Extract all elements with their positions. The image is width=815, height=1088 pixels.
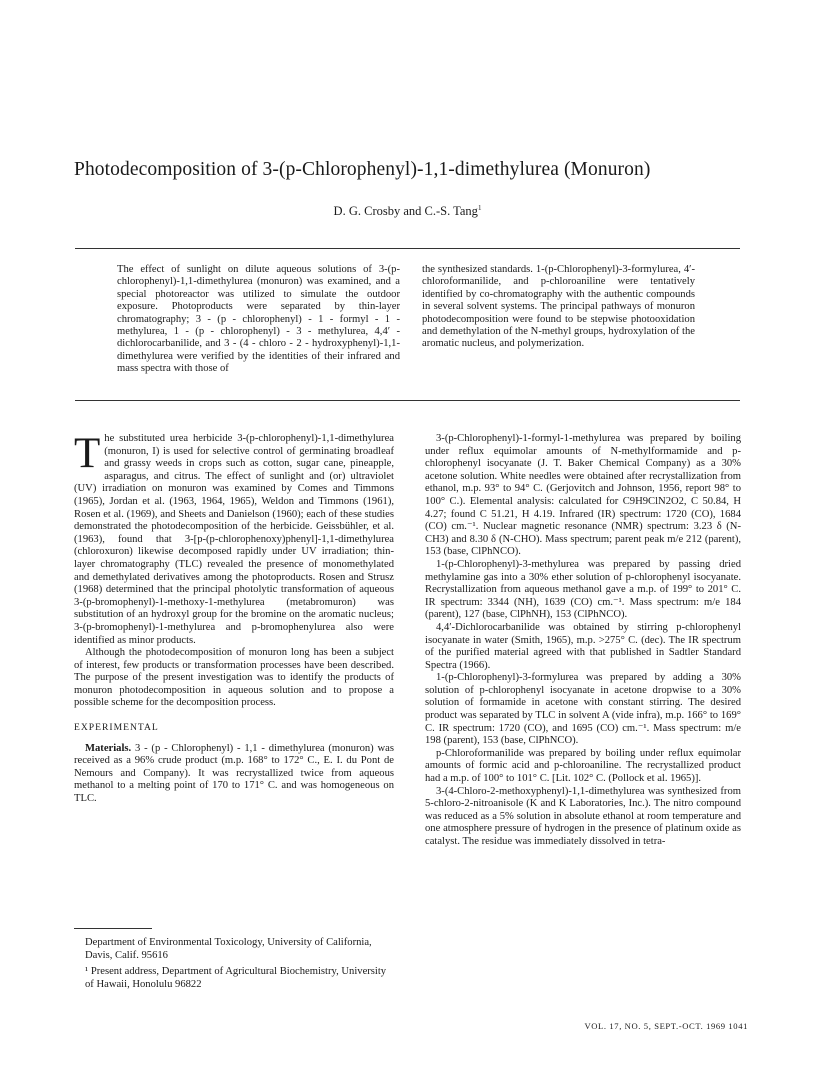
abstract-right: the synthesized standards. 1-(p-Chlorophenyl)-3-formylurea, 4′-chloroformanilide, and p-chloroaniline were tentatively identified by co-chromatography with the authentic compounds in several solvent systems. The principal pathways of monuron photodecomposition were found to be stepwise photooxidation and demethylation of the N-methyl groups, hydroxylation of the aromatic nucleus, and polymerization.	[422, 264, 695, 350]
author-line	[0, 204, 815, 219]
abstract-left: The effect of sunlight on dilute aqueous solutions of 3-(p-chlorophenyl)-1,1-dimethylurea (monuron) was examined, and a special photoreactor was utilized to simulate the outdoor exposure. Photoproducts were separated by thin-layer chromatography; 3 - (p - chlorophenyl) - 1 - formyl - 1 - methylurea, 1 - (p - chlorophenyl) - 3 - methylurea, 4,4′ - dichlorocarbanilide, and 3 - (4 - chloro - 2 - hydroxyphenyl)-1,1-dimethylurea were verified by the identities of their infrared and mass spectra with those of	[117, 264, 400, 375]
authors: D. G. Crosby and C.-S. Tang	[333, 204, 478, 219]
footnote-divider	[74, 928, 152, 929]
materials-label: Materials.	[85, 742, 132, 754]
footnotes	[85, 937, 397, 995]
abstract-divider	[75, 400, 740, 401]
intro-text: he substituted urea herbicide 3-(p-chlorophenyl)-1,1-dimethylurea (monuron, I) is used for selective control of germinating broadleaf and grassy weeds in crops such as cotton, sugar cane, pineapple, asparagus, and citrus. The effect of sunlight and (or) ultraviolet (UV) irradiation on monuron was examined by Comes and Timmons (1965), Jordan et al. (1963, 1964, 1965), Weldon and Timmons (1961), Rosen et al. (1969), and Sheets and Danielson (1960); each of these studies demonstrated the photodecomposition of the herbicide. Geissbühler, et al. (1963), found that 3-[p-(p-chlorophenoxy)phenyl]-1,1-dimethylurea (chloroxuron) likewise decomposed rapidly under UV irradiation; thin-layer chromatography (TLC) revealed the presence of monomethylated and demethylated derivatives among the photoproducts. Rosen and Strusz (1968) determined that the principal photolytic transformation of aqueous 3-(p-bromophenyl)-1-methoxy-1-methylurea (metabromuron) was substitution of an hydroxyl group for the bromine on the aromatic nucleus; 3-(p-bromophenyl)-1-methylurea and p-bromophenylurea also were identified as minor products.	[74, 433, 394, 646]
body-column-left	[74, 430, 394, 806]
chloroformanilide-paragraph: p-Chloroformanilide was prepared by boiling under reflux equimolar amounts of formic acid and p-chloroaniline. The recrystallized product had a m.p. of 100° to 101° C. [Lit. 102° C. (Pollock et al. 1965)].	[425, 747, 741, 785]
purpose-paragraph: Although the photodecomposition of monuron long has been a subject of interest, few products or transformation processes have been described. The purpose of the present investigation was to identify the products of monuron photodecomposition in aqueous solution and to propose a possible scheme for the decomposition process.	[74, 647, 394, 709]
paper-title: Photodecomposition of 3-(p-Chlorophenyl)-1,1-dimethylurea (Monuron)	[74, 159, 651, 180]
methylurea-paragraph: 1-(p-Chlorophenyl)-3-methylurea was prepared by passing dried methylamine gas into a 30% ether solution of p-chlorophenyl isocyanate. Recrystallization from aqueous methanol gave a m.p. of 199° to 201° C. IR spectrum: 3344 (NH), 1639 (CO) cm.⁻¹. Mass spectrum: m/e 184 (parent), 127 (base, ClPhNH), 153 (ClPhNCO).	[425, 558, 741, 621]
drop-cap: T	[74, 430, 101, 477]
formyl-methylurea-paragraph: 3-(p-Chlorophenyl)-1-formyl-1-methylurea was prepared by boiling under reflux equimolar amounts of N-methylformamide and p-chlorophenyl isocyanate (J. T. Baker Chemical Company) as a 30% acetone solution. White needles were obtained after recrystallization from ethanol, m.p. 93° to 94° C. (Gerjovitch and Johnson, 1956, report 98° to 100° C.). Elemental analysis: calculated for C9H9ClN2O2, C 50.84, H 4.27; found C 51.21, H 4.19. Infrared (IR) spectrum: 1720 (CO), 1684 (CO) cm.⁻¹. Nuclear magnetic resonance (NMR) spectrum: 3.23 δ (N-CH3) and 8.30 δ (N-CHO). Mass spectrum; parent peak m/e 212 (parent), 153 (base, ClPhNCO).	[425, 433, 741, 558]
top-divider	[75, 248, 740, 249]
dichlorocarbanilide-paragraph: 4,4′-Dichlorocarbanilide was obtained by stirring p-chlorophenyl isocyanate in water (Smith, 1965), m.p. >275° C. (dec). The IR spectrum of the purified material agreed with that published in Sadtler Standard Spectra (1966).	[425, 621, 741, 671]
materials-paragraph	[74, 743, 394, 806]
body-column-right	[425, 433, 741, 849]
intro-paragraph	[74, 430, 394, 647]
author-footnote-mark: 1	[477, 204, 482, 212]
section-heading-experimental: EXPERIMENTAL	[74, 722, 159, 734]
formylurea-paragraph: 1-(p-Chlorophenyl)-3-formylurea was prepared by adding a 30% solution of p-chlorophenyl isocyanate in acetone dropwise to a 30% solution of formamide in acetone with constant stirring. The desired product was separated by TLC in solvent A (vide infra), m.p. 166° to 169° C. IR spectrum: 1720 (CO), and 1695 (CO) cm.⁻¹. Mass spectrum: m/e 198 (parent), 153 (base, ClPhNCO).	[425, 672, 741, 747]
present-address-footnote: ¹ Present address, Department of Agricultural Biochemistry, University of Hawaii, Honolulu 96822	[85, 966, 387, 990]
materials-text: 3 - (p - Chlorophenyl) - 1,1 - dimethylurea (monuron) was received as a 96% crude product (m.p. 168° to 172° C., E. I. du Pont de Nemours and Company). It was recrystallized twice from aqueous methanol to a melting point of 170 to 171° C. and was homogeneous on TLC.	[74, 742, 394, 805]
affiliation-footnote: Department of Environmental Toxicology, University of California, Davis, Calif. 95616	[85, 937, 372, 961]
methoxyphenyl-paragraph: 3-(4-Chloro-2-methoxyphenyl)-1,1-dimethylurea was synthesized from 5-chloro-2-nitroanisole (K and K Laboratories, Inc.). The nitro compound was reduced as a 5% solution in absolute ethanol at room temperature and one atmosphere pressure of hydrogen in the presence of platinum oxide as catalyst. The residue was immediately dissolved in tetra-	[425, 785, 741, 847]
page-footer: VOL. 17, NO. 5, SEPT.-OCT. 1969 1041	[584, 1021, 748, 1031]
